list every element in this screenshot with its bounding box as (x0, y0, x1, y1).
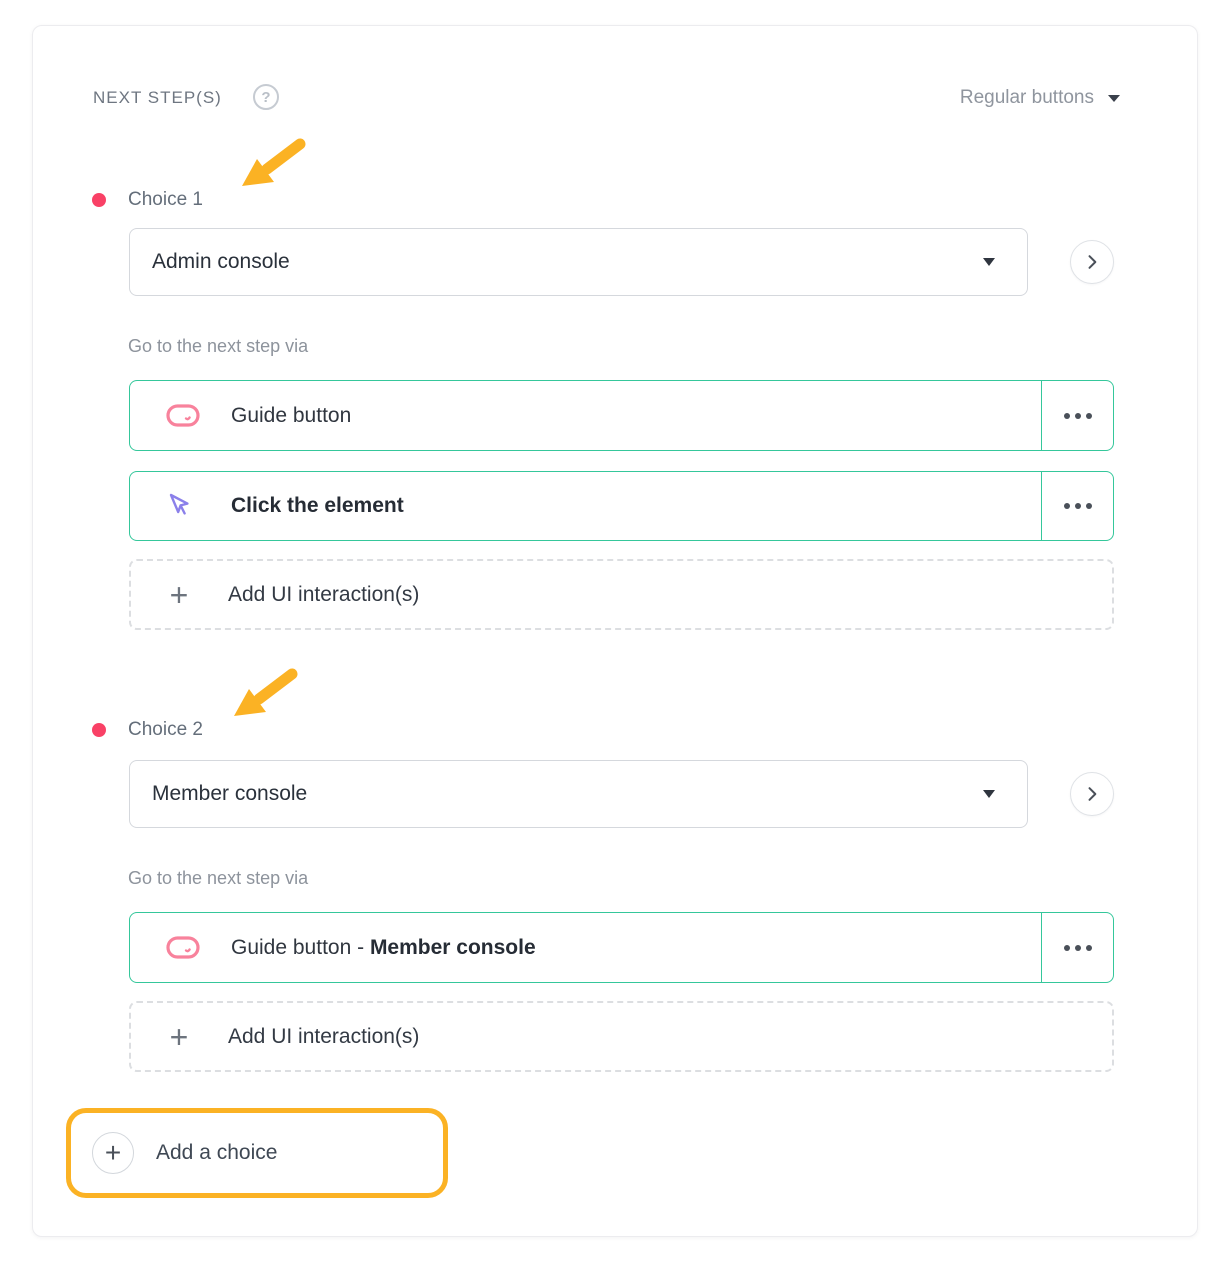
cursor-icon (166, 492, 202, 520)
annotation-arrow-icon (236, 136, 306, 191)
guide-button-icon (166, 404, 202, 427)
interaction-label: Click the element (231, 494, 404, 517)
choice-1-add-ui-interaction-button[interactable] (129, 559, 1114, 630)
choice-2-header (92, 716, 203, 744)
ellipsis-icon (1064, 413, 1070, 419)
choice-1-interaction-click-element (129, 471, 1114, 541)
panel-title: NEXT STEP(S) (93, 88, 222, 107)
choice-dot-icon (92, 193, 106, 207)
caret-down-icon (1108, 95, 1120, 102)
choice-2-step-value: Member console (152, 782, 308, 805)
interaction-row-main[interactable] (130, 913, 1041, 982)
plus-circle-icon: + (92, 1132, 134, 1174)
plus-icon: + (169, 1018, 189, 1055)
chevron-right-icon (1082, 252, 1102, 272)
choice-2-interaction-guide-button (129, 912, 1114, 983)
choice-2-add-ui-interaction-button[interactable] (129, 1001, 1114, 1072)
choice-2-step-select[interactable] (129, 760, 1028, 828)
interaction-label: Guide button (231, 403, 352, 427)
choice-1-step-select[interactable] (129, 228, 1028, 296)
button-mode-dropdown[interactable] (960, 87, 1120, 109)
choice-1-header (92, 186, 203, 214)
choice-1-via-label: Go to the next step via (128, 336, 309, 356)
next-steps-panel (32, 25, 1198, 1237)
ellipsis-icon (1064, 503, 1070, 509)
interaction-more-menu-button[interactable] (1041, 472, 1113, 540)
help-glyph: ? (261, 88, 271, 106)
interaction-more-menu-button[interactable] (1041, 381, 1113, 450)
add-ui-interaction-label: Add UI interaction(s) (228, 582, 420, 606)
add-a-choice-button[interactable] (66, 1108, 448, 1198)
choice-2-goto-step-button[interactable] (1070, 772, 1114, 816)
interaction-row-main[interactable] (130, 381, 1041, 450)
plus-icon: + (169, 576, 189, 613)
choice-1-label: Choice 1 (128, 189, 203, 210)
button-mode-label: Regular buttons (959, 87, 1094, 108)
ellipsis-icon (1064, 945, 1070, 951)
choice-2-via-label: Go to the next step via (128, 868, 309, 888)
caret-down-icon (983, 258, 995, 266)
add-ui-interaction-label: Add UI interaction(s) (228, 1024, 420, 1048)
caret-down-icon (983, 790, 995, 798)
choice-1-interaction-guide-button (129, 380, 1114, 451)
interaction-row-main[interactable] (130, 472, 1041, 540)
interaction-label: Guide button - Member console (231, 935, 536, 959)
guide-button-icon (166, 936, 202, 959)
choice-dot-icon (92, 723, 106, 737)
add-a-choice-label: Add a choice (156, 1141, 278, 1164)
choice-1-goto-step-button[interactable] (1070, 240, 1114, 284)
interaction-more-menu-button[interactable] (1041, 913, 1113, 982)
help-icon[interactable] (253, 84, 279, 110)
choice-1-step-value: Admin console (152, 250, 290, 273)
choice-2-label: Choice 2 (128, 719, 203, 740)
annotation-arrow-icon (228, 666, 298, 721)
chevron-right-icon (1082, 784, 1102, 804)
